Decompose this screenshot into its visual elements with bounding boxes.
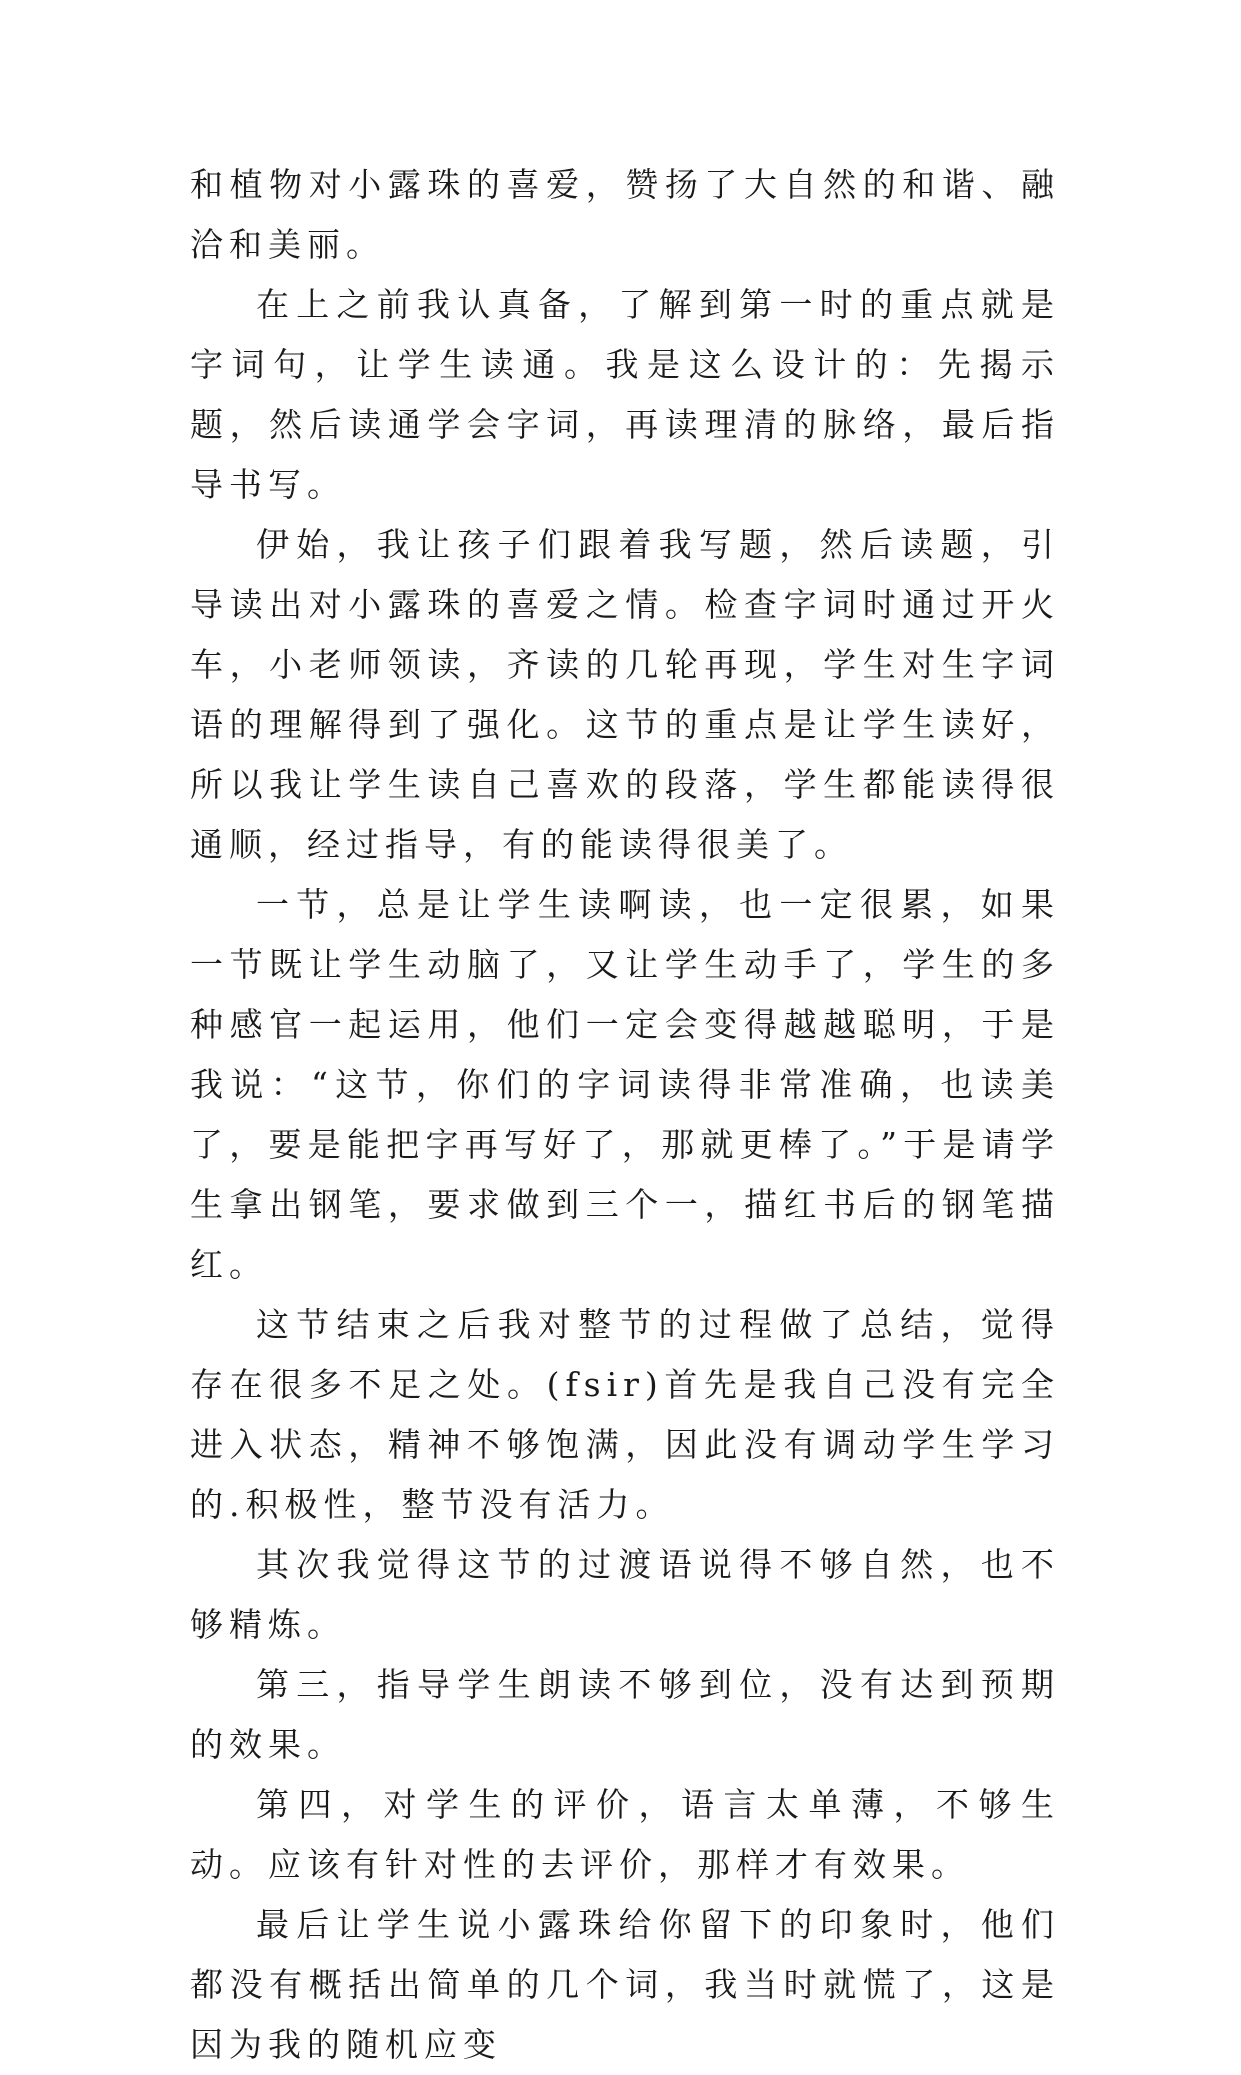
paragraph-9: 最后让学生说小露珠给你留下的印象时，他们都没有概括出简单的几个词，我当时就慌了，这是因为我的随机应变 [190, 1905, 1060, 2064]
document-page [190, 155, 1060, 2075]
paragraph-2: 在上之前我认真备，了解到第一时的重点就是字词句，让学生读通。我是这么设计的：先揭示题，然后读通学会字词，再读理清的脉络，最后指导书写。 [190, 285, 1060, 504]
paragraph-7: 第三，指导学生朗读不够到位，没有达到预期的效果。 [190, 1665, 1060, 1764]
paragraph-8: 第四，对学生的评价，语言太单薄，不够生动。应该有针对性的去评价，那样才有效果。 [190, 1785, 1060, 1884]
paragraph-5: 这节结束之后我对整节的过程做了总结，觉得存在很多不足之处。(fsir)首先是我自己没有完全进入状态，精神不够饱满，因此没有调动学生学习的.积极性，整节没有活力。 [190, 1305, 1060, 1524]
paragraph-3: 伊始，我让孩子们跟着我写题，然后读题，引导读出对小露珠的喜爱之情。检查字词时通过开火车，小老师领读，齐读的几轮再现，学生对生字词语的理解得到了强化。这节的重点是让学生读好，所以我让学生读自己喜欢的段落，学生都能读得很通顺，经过指导，有的能读得很美了。 [190, 525, 1060, 864]
paragraph-1: 和植物对小露珠的喜爱，赞扬了大自然的和谐、融洽和美丽。 [190, 165, 1060, 264]
paragraph-4: 一节，总是让学生读啊读，也一定很累，如果一节既让学生动脑了，又让学生动手了，学生的多种感官一起运用，他们一定会变得越越聪明，于是我说：“这节，你们的字词读得非常准确，也读美了，要是能把字再写好了，那就更棒了。”于是请学生拿出钢笔，要求做到三个一，描红书后的钢笔描红。 [190, 885, 1060, 1284]
paragraph-6: 其次我觉得这节的过渡语说得不够自然，也不够精炼。 [190, 1545, 1060, 1644]
